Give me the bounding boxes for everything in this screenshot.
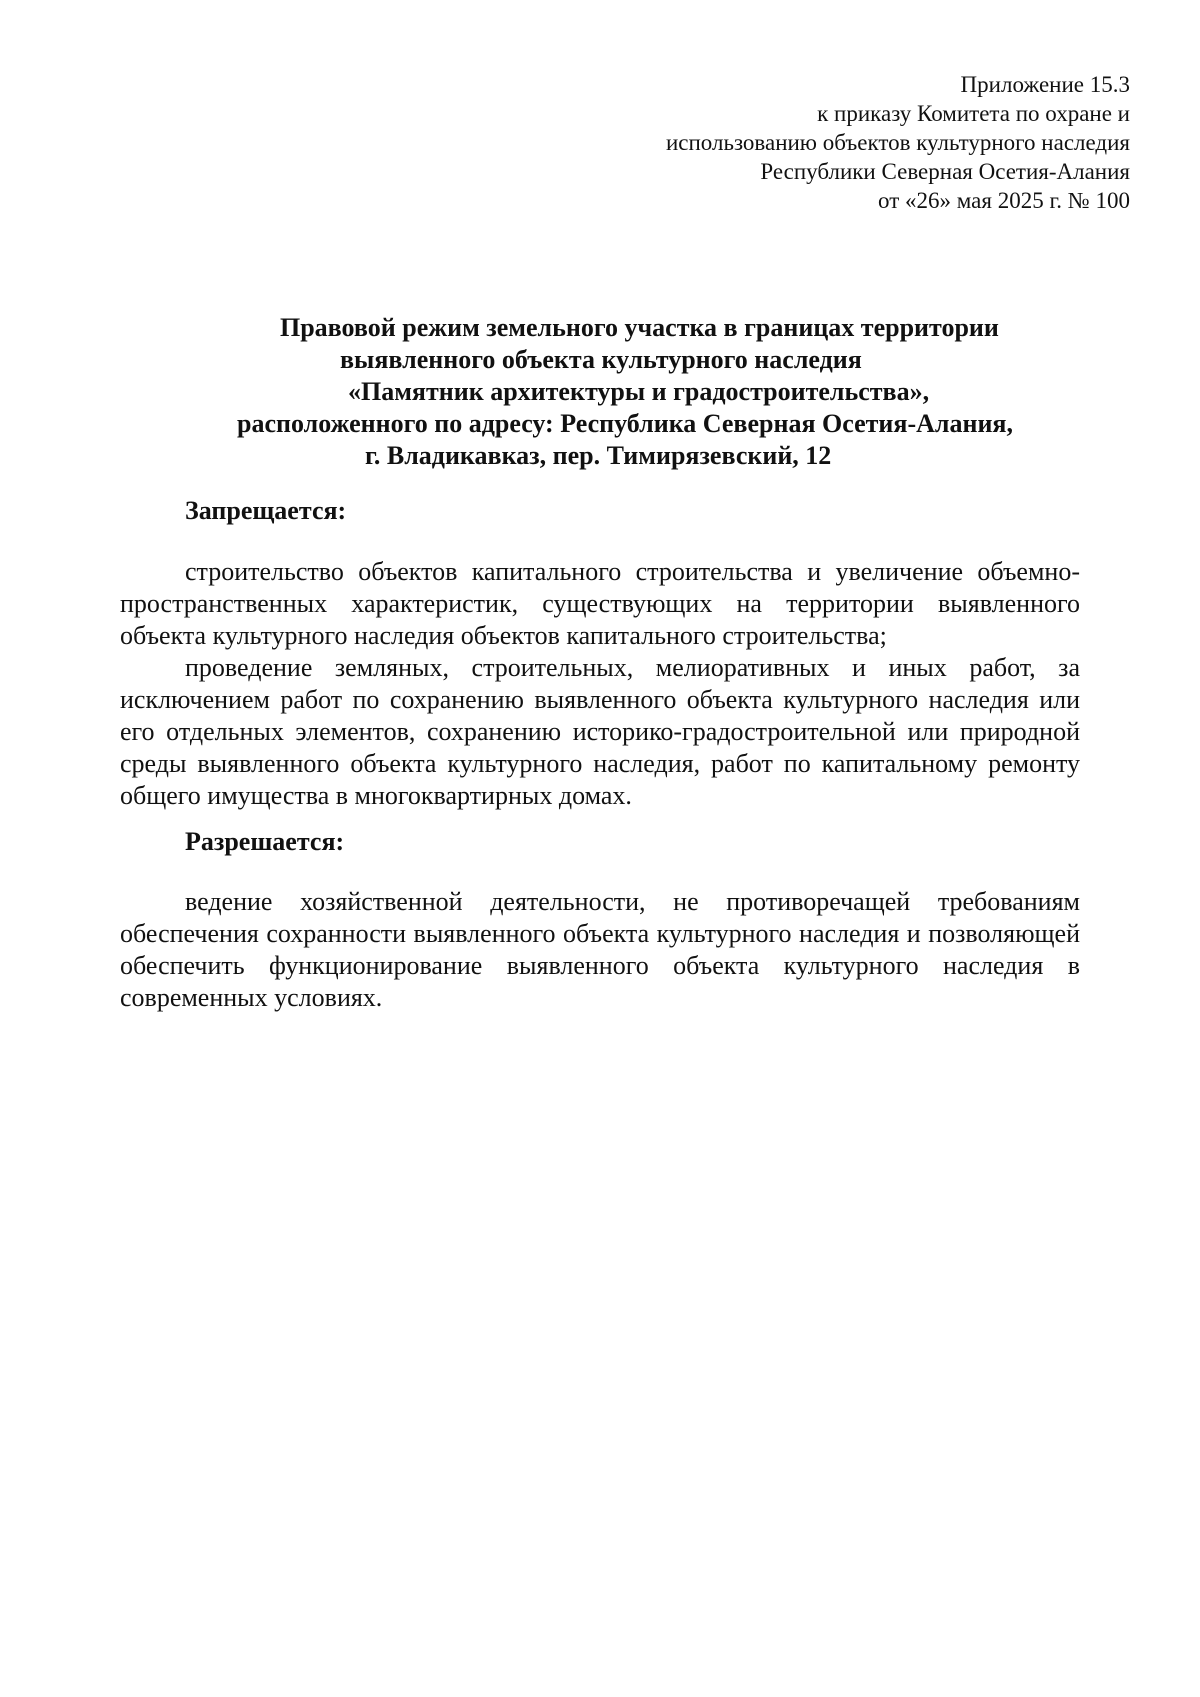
appendix-republic-line: Республики Северная Осетия-Алания [760, 159, 1130, 184]
prohibited-heading: Запрещается: [185, 496, 347, 525]
prohibited-paragraph: проведение земляных, строительных, мелиоративных и иных работ, за исключением работ по сохранению выявленного объекта культурного наследия или его отдельных элементов, сохранению историко-градостроительной или природной среды выявленного объекта культурного наследия, работ по капитальному ремонту общего имущества в многоквартирных домах. [120, 653, 1080, 810]
permitted-paragraph: ведение хозяйственной деятельности, не противоречащей требованиям обеспечения сохранности выявленного объекта культурного наследия и позволяющей обеспечить функционирование выявленного объекта культурного наследия в современных условиях. [120, 887, 1080, 1012]
prohibited-paragraph: строительство объектов капитального строительства и увеличение объемно-пространственных характеристик, существующих на территории выявленного объекта культурного наследия объектов капитального строительства; [120, 557, 1080, 650]
title-line: выявленного объекта культурного наследия [340, 345, 862, 374]
appendix-number: Приложение 15.3 [960, 72, 1130, 97]
appendix-header [570, 70, 1130, 215]
appendix-committee-line: использованию объектов культурного наследия [665, 130, 1130, 155]
appendix-order-line: к приказу Комитета по охране и [817, 101, 1130, 126]
permitted-heading: Разрешается: [185, 827, 345, 856]
permitted-section [120, 886, 1080, 1014]
title-line: Правовой режим земельного участка в границах территории [280, 313, 999, 342]
document-title [120, 312, 1080, 472]
title-line: «Памятник архитектуры и градостроительства», [348, 377, 930, 406]
appendix-date-line: от «26» мая 2025 г. № 100 [878, 188, 1130, 213]
title-line: г. Владикавказ, пер. Тимирязевский, 12 [365, 441, 832, 470]
title-line: расположенного по адресу: Республика Северная Осетия-Алания, [237, 409, 1014, 438]
prohibited-section [120, 556, 1080, 812]
